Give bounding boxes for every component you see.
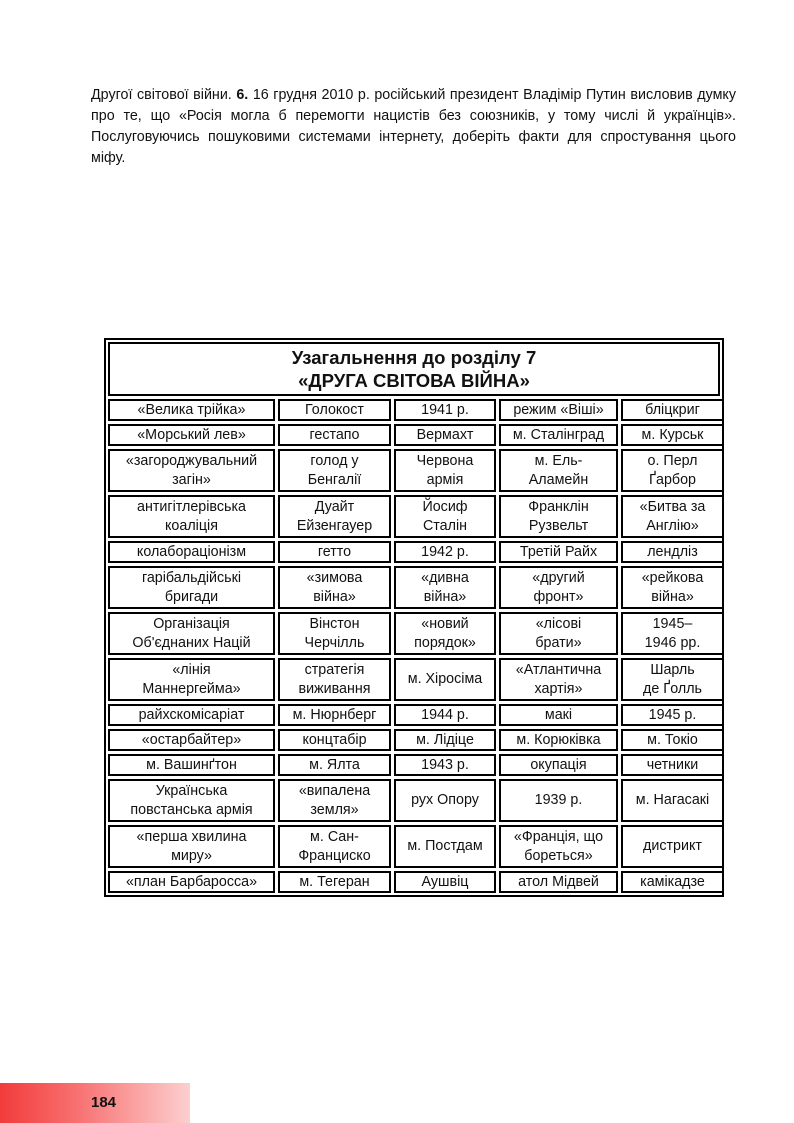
term-cell: Вермахт — [394, 424, 496, 446]
term-cell: дистрикт — [621, 825, 724, 868]
term-cell: Аушвіц — [394, 871, 496, 893]
term-cell: райхскомісаріат — [108, 704, 275, 726]
term-cell: «Франція, що бореться» — [499, 825, 618, 868]
term-cell: «Морський лев» — [108, 424, 275, 446]
term-cell: «дивна війна» — [394, 566, 496, 609]
task-number: 6. — [236, 87, 249, 103]
term-cell: м. Тегеран — [278, 871, 391, 893]
term-cell: «план Барбаросса» — [108, 871, 275, 893]
term-cell: «Велика трійка» — [108, 399, 275, 421]
paragraph-text-start: Другої світової війни. — [91, 87, 237, 103]
term-cell: м. Токіо — [621, 729, 724, 751]
term-cell: «лісові брати» — [499, 612, 618, 655]
term-cell: антигітлерівська коаліція — [108, 495, 275, 538]
term-cell: «загороджувальний загін» — [108, 449, 275, 492]
term-cell: окупація — [499, 754, 618, 776]
term-cell: Франклін Рузвельт — [499, 495, 618, 538]
term-cell: стратегія виживання — [278, 658, 391, 701]
term-cell: четники — [621, 754, 724, 776]
term-cell: о. Перл Ґарбор — [621, 449, 724, 492]
term-cell: 1945 р. — [621, 704, 724, 726]
term-cell: Організація Об'єднаних Націй — [108, 612, 275, 655]
term-cell: атол Мідвей — [499, 871, 618, 893]
term-cell: 1942 р. — [394, 541, 496, 563]
term-cell: Дуайт Ейзенгауер — [278, 495, 391, 538]
summary-title-line2: «ДРУГА СВІТОВА ВІЙНА» — [298, 370, 530, 391]
term-cell: м. Постдам — [394, 825, 496, 868]
term-cell: 1941 р. — [394, 399, 496, 421]
term-cell: Йосиф Сталін — [394, 495, 496, 538]
term-cell: рух Опору — [394, 779, 496, 822]
term-cell: м. Вашинґтон — [108, 754, 275, 776]
term-cell: 1945– 1946 рр. — [621, 612, 724, 655]
term-cell: «другий фронт» — [499, 566, 618, 609]
term-cell: «новий порядок» — [394, 612, 496, 655]
term-cell: «зимова війна» — [278, 566, 391, 609]
term-cell: режим «Віші» — [499, 399, 618, 421]
term-cell: колабораціонізм — [108, 541, 275, 563]
term-cell: 1939 р. — [499, 779, 618, 822]
page-number: 184 — [91, 1094, 117, 1111]
term-cell: 1944 р. — [394, 704, 496, 726]
term-cell: м. Нюрнберг — [278, 704, 391, 726]
term-cell: гетто — [278, 541, 391, 563]
term-cell: Третій Райх — [499, 541, 618, 563]
term-cell: м. Ель- Аламейн — [499, 449, 618, 492]
term-cell: м. Ялта — [278, 754, 391, 776]
term-cell: «Битва за Англію» — [621, 495, 724, 538]
term-cell: м. Сталінград — [499, 424, 618, 446]
term-cell: Голокост — [278, 399, 391, 421]
term-cell: «Атлантична хартія» — [499, 658, 618, 701]
terms-grid — [108, 399, 720, 893]
term-cell: м. Нагасакі — [621, 779, 724, 822]
summary-table — [104, 338, 724, 897]
summary-title — [108, 342, 720, 396]
term-cell: м. Лідіце — [394, 729, 496, 751]
term-cell: «лінія Маннергейма» — [108, 658, 275, 701]
term-cell: Шарль де Ґолль — [621, 658, 724, 701]
term-cell: Вінстон Черчілль — [278, 612, 391, 655]
term-cell: голод у Бенгалії — [278, 449, 391, 492]
body-paragraph — [91, 85, 736, 169]
term-cell: концтабір — [278, 729, 391, 751]
term-cell: 1943 р. — [394, 754, 496, 776]
term-cell: Червона армія — [394, 449, 496, 492]
term-cell: макі — [499, 704, 618, 726]
term-cell: м. Хіросіма — [394, 658, 496, 701]
term-cell: м. Корюківка — [499, 729, 618, 751]
term-cell: м. Курськ — [621, 424, 724, 446]
term-cell: гарібальдійські бригади — [108, 566, 275, 609]
term-cell: камікадзе — [621, 871, 724, 893]
term-cell: бліцкриг — [621, 399, 724, 421]
term-cell: «рейкова війна» — [621, 566, 724, 609]
summary-title-line1: Узагальнення до розділу 7 — [291, 347, 537, 368]
paragraph-text-rest: 16 грудня 2010 р. російський президент Владімір Путин висловив думку про те, що «Росія могла б перемогти нацистів без союзників, у тому числі й українців». Послуговуючись пошуковими системами інтернету, доберіть факти для спростування цього міфу. — [91, 87, 736, 166]
term-cell: гестапо — [278, 424, 391, 446]
term-cell: м. Сан- Франциско — [278, 825, 391, 868]
term-cell: «випалена земля» — [278, 779, 391, 822]
term-cell: «остарбайтер» — [108, 729, 275, 751]
term-cell: Українська повстанська армія — [108, 779, 275, 822]
term-cell: «перша хвилина миру» — [108, 825, 275, 868]
term-cell: лендліз — [621, 541, 724, 563]
